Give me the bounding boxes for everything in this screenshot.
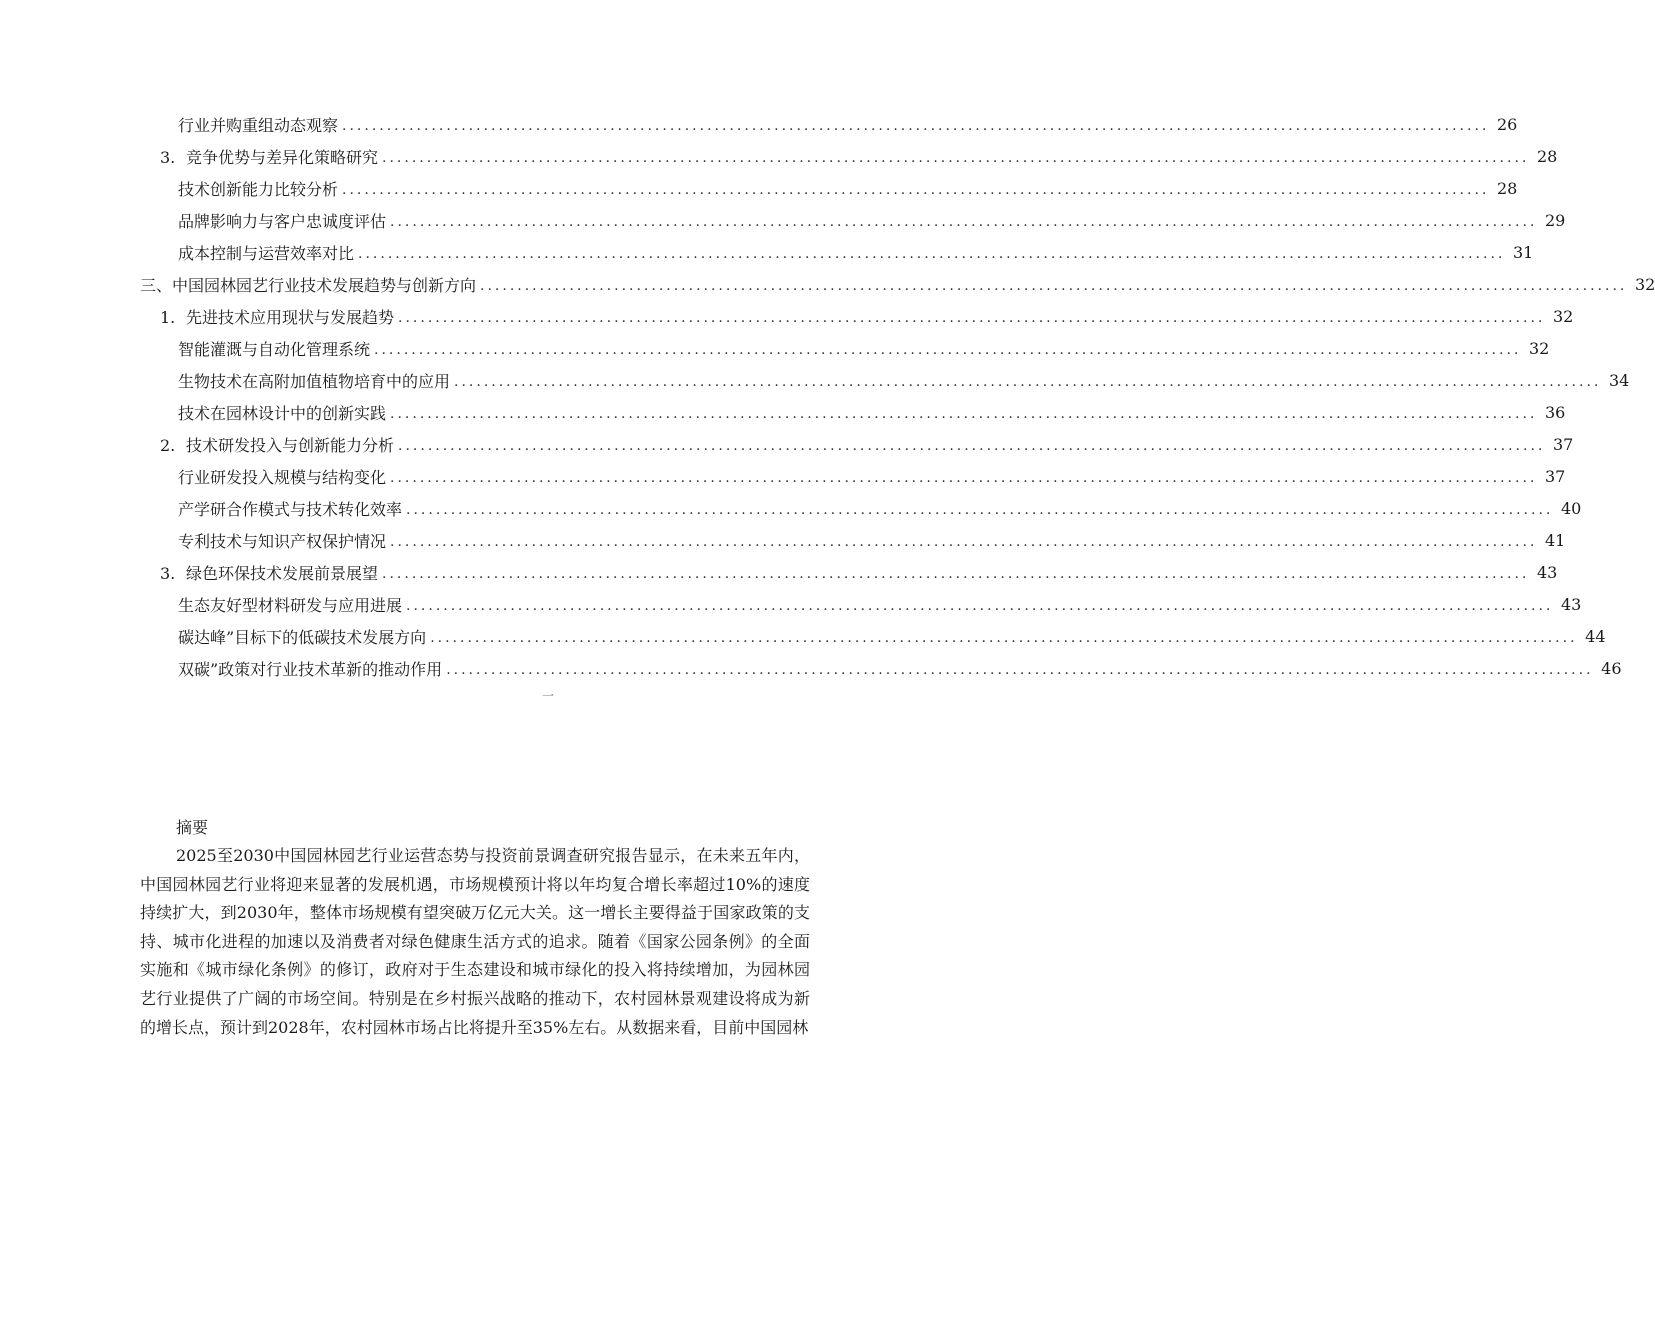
toc-entry-page: 43 xyxy=(1537,562,1558,582)
toc-entry-title: 碳达峰”目标下的低碳技术发展方向 xyxy=(178,627,427,647)
toc-entry-title: 专利技术与知识产权保护情况 xyxy=(178,531,387,551)
toc-entry-page: 28 xyxy=(1497,178,1518,198)
toc-entry-page: 36 xyxy=(1545,402,1566,422)
toc-dot-leader: .......................................................................................................................................................... xyxy=(398,310,1546,326)
toc-dot-leader: .......................................................................................................................................................... xyxy=(382,150,1530,166)
toc-entry-page: 26 xyxy=(1497,114,1518,134)
toc-entry-page: 32 xyxy=(1529,338,1550,358)
toc-entry-title: 成本控制与运营效率对比 xyxy=(178,243,355,263)
toc-entry[interactable] xyxy=(0,652,1622,684)
toc-entry-page: 41 xyxy=(1545,530,1566,550)
toc-entry-title-group xyxy=(160,561,378,584)
toc-entry-number: 3. xyxy=(160,147,176,167)
toc-dot-leader: .......................................................................................................................................................... xyxy=(406,502,1554,518)
toc-dot-leader: .......................................................................................................................................................... xyxy=(406,598,1554,614)
toc-entry-title: 绿色环保技术发展前景展望 xyxy=(186,563,379,583)
toc-entry[interactable] xyxy=(0,588,1582,620)
toc-entry-title: 产学研合作模式与技术转化效率 xyxy=(178,499,403,519)
toc-entry-number: 2. xyxy=(160,435,176,455)
toc-entry-title: 技术创新能力比较分析 xyxy=(178,179,339,199)
toc-entry-page: 37 xyxy=(1553,434,1574,454)
toc-entry-page: 31 xyxy=(1513,242,1534,262)
toc-dot-leader: .......................................................................................................................................................... xyxy=(342,182,1490,198)
toc-entry-page: 34 xyxy=(1609,370,1630,390)
table-of-contents xyxy=(0,108,1655,684)
toc-entry[interactable] xyxy=(0,460,1566,492)
toc-dot-leader: .......................................................................................................................................................... xyxy=(390,470,1538,486)
toc-dot-leader: .......................................................................................................................................................... xyxy=(390,214,1538,230)
toc-entry-title-group xyxy=(160,433,394,456)
toc-entry-title-group xyxy=(160,305,394,328)
toc-entry[interactable] xyxy=(0,524,1566,556)
toc-entry-title: 三、中国园林园艺行业技术发展趋势与创新方向 xyxy=(140,275,477,295)
toc-dot-leader: .......................................................................................................................................................... xyxy=(390,534,1538,550)
toc-entry-page: 29 xyxy=(1545,210,1566,230)
toc-dot-leader: .......................................................................................................................................................... xyxy=(454,374,1602,390)
toc-entry-title: 技术研发投入与创新能力分析 xyxy=(186,435,395,455)
toc-entry[interactable] xyxy=(0,556,1558,588)
toc-entry-page: 44 xyxy=(1585,626,1606,646)
toc-dot-leader: .......................................................................................................................................................... xyxy=(430,630,1578,646)
abstract-title: 摘要 xyxy=(176,818,209,837)
toc-entry-page: 28 xyxy=(1537,146,1558,166)
toc-entry-title: 智能灌溉与自动化管理系统 xyxy=(178,339,371,359)
toc-entry[interactable] xyxy=(0,620,1606,652)
toc-entry[interactable] xyxy=(0,140,1558,172)
toc-entry-title: 双碳”政策对行业技术革新的推动作用 xyxy=(178,659,443,679)
toc-entry-title: 行业并购重组动态观察 xyxy=(178,115,339,135)
toc-dot-leader: .......................................................................................................................................................... xyxy=(446,662,1594,678)
toc-dot-leader: .......................................................................................................................................................... xyxy=(382,566,1530,582)
toc-dot-leader: .......................................................................................................................................................... xyxy=(342,118,1490,134)
toc-entry-page: 43 xyxy=(1561,594,1582,614)
toc-dot-leader: .......................................................................................................................................................... xyxy=(390,406,1538,422)
toc-dot-leader: .......................................................................................................................................................... xyxy=(358,246,1506,262)
toc-entry[interactable] xyxy=(0,236,1534,268)
toc-entry[interactable] xyxy=(0,108,1518,140)
toc-entry[interactable] xyxy=(0,492,1582,524)
toc-entry-page: 32 xyxy=(1635,274,1655,294)
toc-entry[interactable] xyxy=(0,428,1574,460)
toc-entry-title: 技术在园林设计中的创新实践 xyxy=(178,403,387,423)
toc-entry[interactable] xyxy=(0,396,1566,428)
toc-dot-leader: .......................................................................................................................................................... xyxy=(398,438,1546,454)
toc-entry-number: 3. xyxy=(160,563,176,583)
toc-entry-title: 竞争优势与差异化策略研究 xyxy=(186,147,379,167)
toc-entry[interactable] xyxy=(0,332,1550,364)
toc-entry-page: 32 xyxy=(1553,306,1574,326)
toc-entry[interactable] xyxy=(0,364,1630,396)
toc-entry-page: 40 xyxy=(1561,498,1582,518)
abstract-section xyxy=(140,814,810,1042)
toc-entry-title: 先进技术应用现状与发展趋势 xyxy=(186,307,395,327)
toc-entry-page: 46 xyxy=(1601,658,1622,678)
toc-dot-leader: .......................................................................................................................................................... xyxy=(374,342,1522,358)
toc-entry-title-group xyxy=(160,145,378,168)
toc-entry[interactable] xyxy=(0,172,1518,204)
toc-entry-title: 行业研发投入规模与结构变化 xyxy=(178,467,387,487)
toc-chapter-entry[interactable] xyxy=(0,268,1655,300)
toc-dot-leader: .......................................................................................................................................................... xyxy=(480,278,1628,294)
toc-entry-page: 37 xyxy=(1545,466,1566,486)
toc-entry-title: 生物技术在高附加值植物培育中的应用 xyxy=(178,371,451,391)
toc-entry[interactable] xyxy=(0,300,1574,332)
abstract-body: 2025至2030中国园林园艺行业运营态势与投资前景调查研究报告显示，在未来五年内，中国园林园艺行业将迎来显著的发展机遇，市场规模预计将以年均复合增长率超过10%的速度持续扩大，到2030年，整体市场规模有望突破万亿元大关。这一增长主要得益于国家政策的支持、城市化进程的加速以及消费者对绿色健康生活方式的追求。随着《国家公园条例》的全面实施和《城市绿化条例》的修订，政府对于生态建设和城市绿化的投入将持续增加，为园林园艺行业提供了广阔的市场空间。特别是在乡村振兴战略的推动下，农村园林景观建设将成为新的增长点，预计到2028年，农村园林市场占比将提升至35%左右。从数据来看，目前中国园林 xyxy=(140,846,810,1037)
toc-entry-title: 品牌影响力与客户忠诚度评估 xyxy=(178,211,387,231)
page-number-marker: 一 xyxy=(541,689,554,703)
toc-entry-number: 1. xyxy=(160,307,176,327)
toc-entry-title: 生态友好型材料研发与应用进展 xyxy=(178,595,403,615)
toc-entry[interactable] xyxy=(0,204,1566,236)
